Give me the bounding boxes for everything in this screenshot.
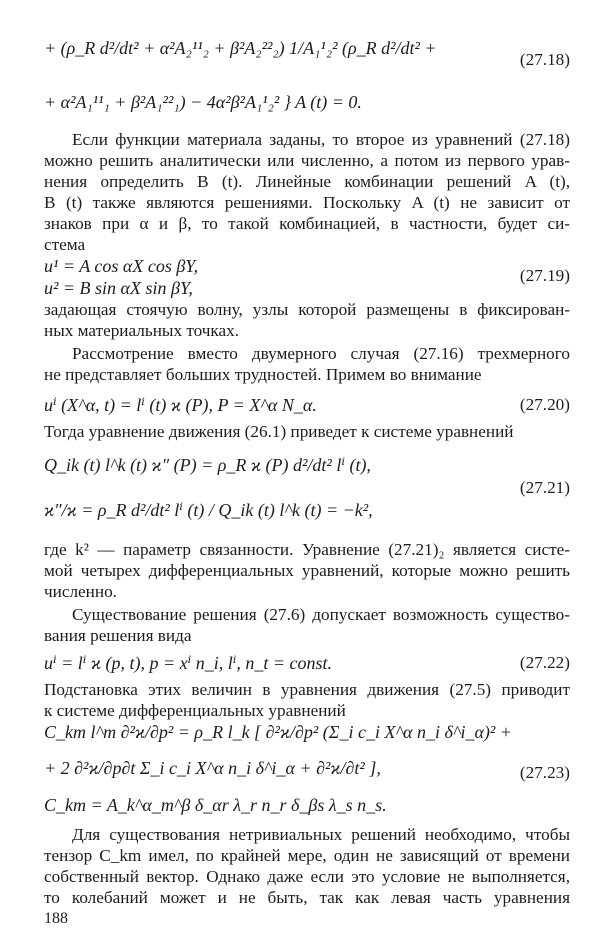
equation-27-19-line2: u² = B sin αX sin βY, bbox=[44, 278, 193, 298]
equation-27-19-line1: u¹ = A cos αX cos βY, bbox=[44, 256, 199, 276]
equation-number-27-21: (27.21) bbox=[519, 478, 570, 497]
equation-27-22: uⁱ = lⁱ ϰ (p, t), p = xⁱ n_i, lⁱ, n_t = const. bbox=[44, 653, 333, 673]
equation-27-23-line3: C_km = A_k^α_m^β δ_αr λ_r n_r δ_βs λ_s n_s. bbox=[44, 795, 387, 815]
page-number: 188 bbox=[44, 910, 68, 927]
text-line: Подстановка этих величин в уравнения движения (27.5) приводит bbox=[44, 680, 570, 699]
text-line: тензор C_km имел, по крайней мере, один не зависящий от времени bbox=[44, 846, 570, 865]
text-line: не представляет больших трудностей. Примем во внимание bbox=[44, 365, 482, 384]
text-line: Для существования нетривиальных решений необходимо, чтобы bbox=[72, 825, 570, 844]
equation-number-27-23: (27.23) bbox=[519, 763, 570, 782]
equation-number-27-18: (27.18) bbox=[519, 50, 570, 69]
text-line: задающая стоячую волну, узлы которой размещены в фиксирован- bbox=[44, 300, 570, 319]
text-line: стема bbox=[44, 235, 86, 254]
equation-27-21-line1: Q_ik (t) l^k (t) ϰ″ (P) = ρ_R ϰ (P) d²/dt² lⁱ (t), bbox=[44, 455, 371, 475]
equation-27-21-line2: ϰ″/ϰ = ρ_R d²/dt² lⁱ (t) / Q_ik (t) l^k (t) = −k², bbox=[44, 500, 373, 520]
text-line: то колебаний может и не быть, так как левая часть уравнения bbox=[44, 888, 570, 907]
text-line: где k² — параметр связанности. Уравнение (27.21)₂ является систе- bbox=[44, 540, 570, 559]
text-line: знаков при α и β, то такой комбинацией, в частности, будет си- bbox=[44, 214, 570, 233]
equation-27-18-line1: + (ρ_R d²/dt² + α²A₂¹¹₂ + β²A₂²²₂) 1/A₁¹₂² (ρ_R d²/dt² + bbox=[44, 38, 437, 58]
text-line: Существование решения (27.6) допускает возможность существо- bbox=[72, 605, 570, 624]
text-line: Если функции материала заданы, то второе из уравнений (27.18) bbox=[72, 130, 570, 149]
text-line: Рассмотрение вместо двумерного случая (27.16) трехмерного bbox=[72, 344, 570, 363]
equation-number-27-20: (27.20) bbox=[519, 395, 570, 414]
text-line: вания решения вида bbox=[44, 626, 192, 645]
text-line: B (t) также являются решениями. Поскольку A (t) не зависит от bbox=[44, 193, 570, 212]
equation-number-27-22: (27.22) bbox=[519, 653, 570, 672]
text-line: нения определить B (t). Линейные комбинации решений A (t), bbox=[44, 172, 570, 191]
equation-27-20: uⁱ (X^α, t) = lⁱ (t) ϰ (P), P = X^α N_α. bbox=[44, 395, 317, 415]
text-line: мой четырех дифференциальных уравнений, которые можно решить bbox=[44, 561, 570, 580]
text-line: можно решить аналитически или численно, а потом из первого урав- bbox=[44, 151, 570, 170]
equation-27-23-line2: + 2 ∂²ϰ/∂p∂t Σ_i c_i X^α n_i δ^i_α + ∂²ϰ/∂t² ], bbox=[44, 758, 381, 778]
equation-number-27-19: (27.19) bbox=[519, 266, 570, 285]
text-line: ных материальных точках. bbox=[44, 321, 240, 340]
text-line: Тогда уравнение движения (26.1) приведет к системе уравнений bbox=[44, 422, 514, 441]
text-line: к системе дифференциальных уравнений bbox=[44, 701, 346, 720]
equation-27-23-line1: C_km l^m ∂²ϰ/∂p² = ρ_R l_k [ ∂²ϰ/∂p² (Σ_i c_i X^α n_i δ^i_α)² + bbox=[44, 722, 512, 742]
equation-27-18-line2: + α²A₁¹¹₁ + β²A₁²²₁) − 4α²β²A₁¹₂² } A (t) = 0. bbox=[44, 92, 362, 112]
text-line: численно. bbox=[44, 582, 117, 601]
text-line: собственный вектор. Однако даже если это условие не выполняется, bbox=[44, 867, 570, 886]
